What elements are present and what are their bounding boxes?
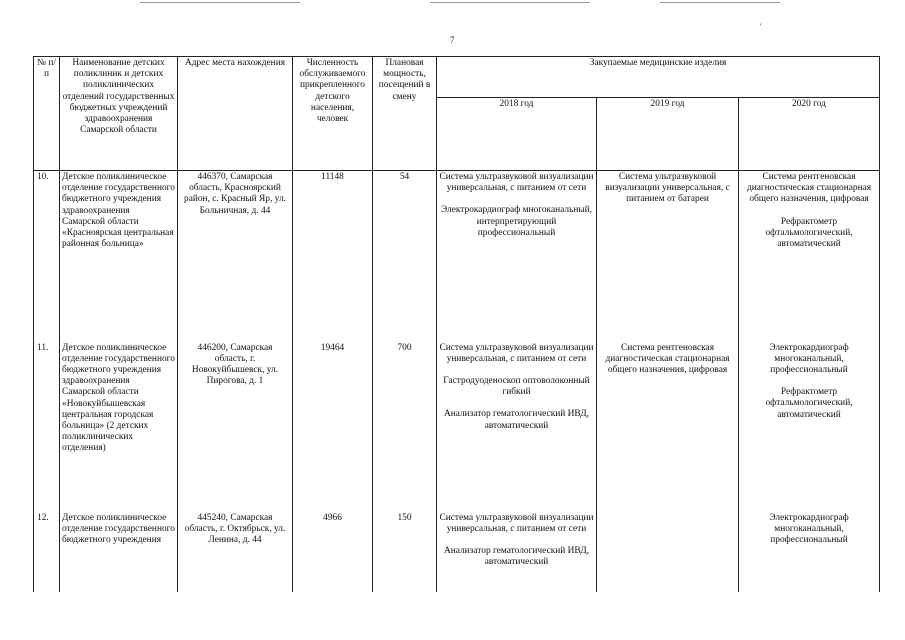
- header-2020: 2020 год: [739, 98, 880, 171]
- devices-table: [33, 56, 880, 592]
- row-population: 4966: [293, 512, 373, 592]
- scan-mark: ': [760, 22, 762, 32]
- row-address: 446370, Самарская область, Красноярский район, с. Красный Яр, ул. Больничная, д. 44: [178, 171, 293, 342]
- device-item: Система ультразвуковой визуализации универсальная, с питанием от сети: [439, 512, 594, 534]
- header-2019: 2019 год: [597, 98, 739, 171]
- device-item: Система ультразвуковой визуализации универсальная, с питанием от сети: [439, 172, 594, 194]
- table-row: [34, 342, 880, 512]
- row-devices-2018: [437, 342, 597, 512]
- header-population: Численность обслуживаемого прикрепленного детского населения, человек: [293, 57, 373, 171]
- device-item: Анализатор гематологический ИВД, автоматический: [443, 409, 590, 431]
- device-item: Анализатор гематологический ИВД, автоматический: [443, 545, 590, 568]
- row-devices-2019: [597, 512, 739, 592]
- row-devices-2020: [739, 171, 880, 342]
- header-num: № п/п: [34, 57, 60, 171]
- device-item: Электрокардиограф многоканальный, профессиональный: [769, 512, 849, 545]
- page-number: 7: [450, 35, 455, 45]
- row-population: 11148: [293, 171, 373, 342]
- top-rule: [140, 2, 300, 3]
- header-row: [34, 57, 880, 98]
- row-devices-2019: [597, 342, 739, 512]
- row-capacity: 700: [373, 342, 437, 512]
- row-name: Детское поликлиническое отделение государственного бюджетного учреждения здравоохранения Самарской области «Красноярская центральная районная больница»: [60, 171, 178, 342]
- row-num: 11.: [34, 342, 60, 512]
- top-rule: [660, 2, 780, 3]
- table-row: [34, 512, 880, 592]
- row-address: 446200, Самарская область, г. Новокуйбышевск, ул. Пирогова, д. 1: [178, 342, 293, 512]
- device-item: Система рентгеновская диагностическая стационарная общего назначения, цифровая: [605, 342, 730, 375]
- top-rule: [430, 2, 590, 3]
- header-name: Наименование детских поликлиник и детских поликлинических отделений государственных бюджетных учреждений здравоохранения Самарской области: [60, 57, 178, 171]
- header-address: Адрес места нахождения: [178, 57, 293, 171]
- device-item: Система ультразвуковой визуализации универсальная, с питанием от батареи: [605, 172, 730, 205]
- device-item: Рефрактометр офтальмологический, автоматический: [765, 216, 853, 250]
- row-capacity: 54: [373, 171, 437, 342]
- header-2018: 2018 год: [437, 98, 597, 171]
- table-row: [34, 171, 880, 342]
- row-devices-2018: [437, 512, 597, 592]
- row-num: 12.: [34, 512, 60, 592]
- header-capacity: Плановая мощность, посещений в смену: [373, 57, 437, 171]
- device-item: Система ультразвуковой визуализации универсальная, с питанием от сети: [439, 342, 594, 364]
- device-item: Электрокардиограф многоканальный, профессиональный: [769, 342, 849, 375]
- device-item: Система рентгеновская диагностическая стационарная общего назначения, цифровая: [746, 172, 872, 205]
- row-devices-2019: [597, 171, 739, 342]
- device-item: Электрокардиограф многоканальный, интерпретирующий профессиональный: [440, 205, 593, 238]
- row-name: Детское поликлиническое отделение государственного бюджетного учреждения: [60, 512, 178, 592]
- row-capacity: 150: [373, 512, 437, 592]
- header-purchased: Закупаемые медицинские изделия: [437, 57, 880, 98]
- row-devices-2020: [739, 512, 880, 592]
- row-devices-2020: [739, 342, 880, 512]
- row-name: Детское поликлиническое отделение государственного бюджетного учреждения здравоохранения Самарской области «Новокуйбышевская центральная городская больница» (2 детских поликлинических отделения): [60, 342, 178, 512]
- row-address: 445240, Самарская область, г. Октябрьск, ул. Ленина, д. 44: [178, 512, 293, 592]
- device-item: Гастродуоденоскоп оптоволоконный гибкий: [443, 375, 590, 398]
- row-num: 10.: [34, 171, 60, 342]
- device-item: Рефрактометр офтальмологический, автоматический: [765, 387, 853, 420]
- row-devices-2018: [437, 171, 597, 342]
- row-population: 19464: [293, 342, 373, 512]
